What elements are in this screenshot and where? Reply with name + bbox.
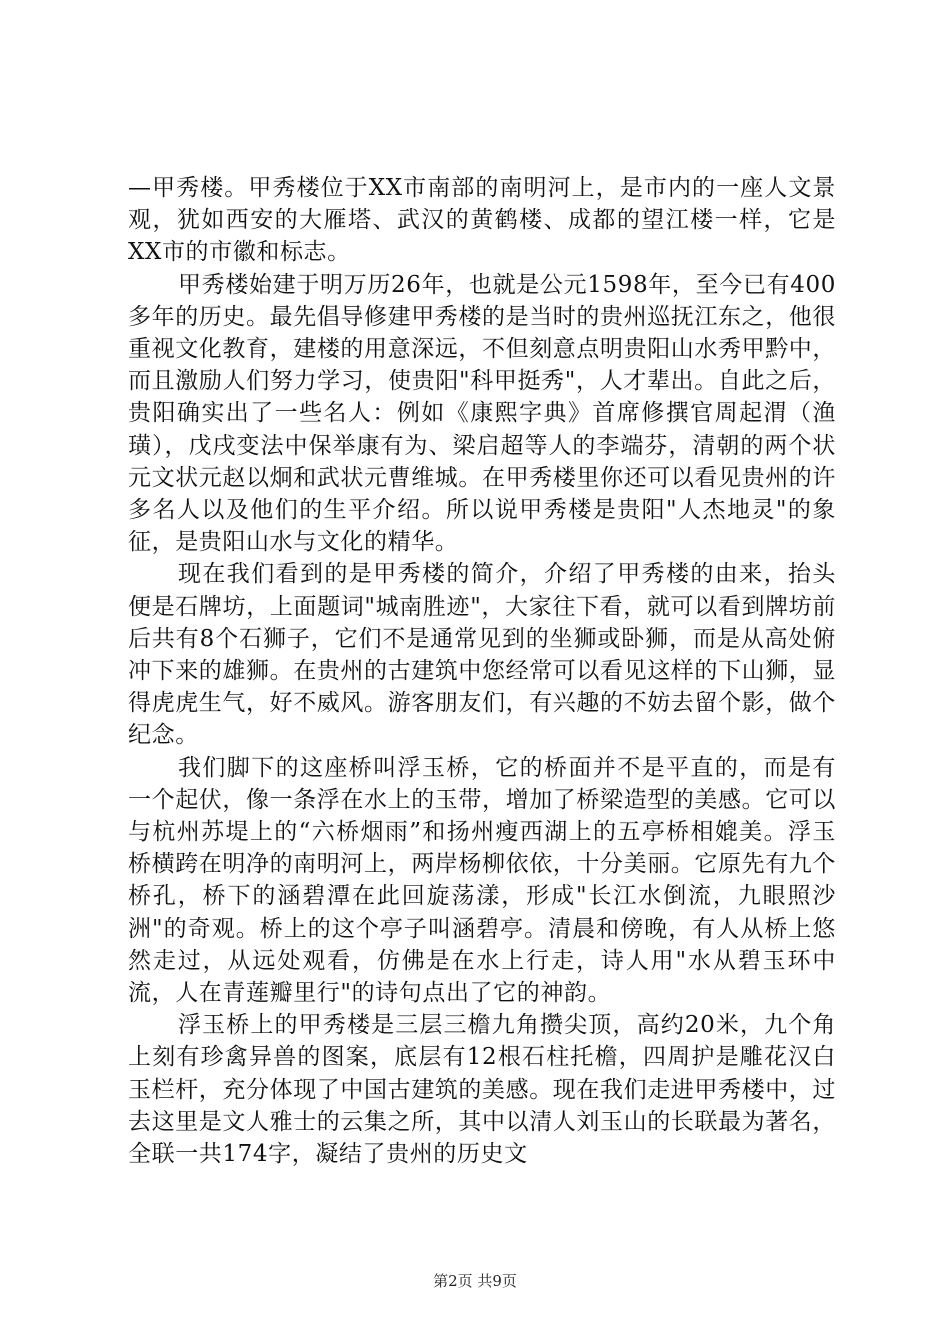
paragraph-3: 现在我们看到的是甲秀楼的简介，介绍了甲秀楼的由来，抬头便是石牌坊，上面题词"城南胜迹"，大家往下看，就可以看到牌坊前后共有8个石狮子，它们不是通常见到的坐狮或卧狮，而是从高处俯冲下来的雄狮。在贵州的古建筑中您经常可以看见这样的下山狮，显得虎虎生气，好不威风。游客朋友们，有兴趣的不妨去留个影，做个纪念。 — [128, 561, 836, 749]
paragraph-4: 我们脚下的这座桥叫浮玉桥，它的桥面并不是平直的，而是有一个起伏，像一条浮在水上的玉带，增加了桥梁造型的美感。它可以与杭州苏堤上的“六桥烟雨”和扬州瘦西湖上的五亭桥相媲美。浮玉桥横跨在明净的南明河上，两岸杨柳依依，十分美丽。它原先有九个桥孔，桥下的涵碧潭在此回旋荡漾，形成"长江水倒流，九眼照沙洲"的奇观。桥上的这个亭子叫涵碧亭。清晨和傍晚，有人从桥上悠然走过，从远处观看，仿佛是在水上行走，诗人用"水从碧玉环中流，人在青莲瓣里行"的诗句点出了它的神韵。 — [128, 754, 836, 1007]
paragraph-1: —甲秀楼。甲秀楼位于XX市南部的南明河上，是市内的一座人文景观，犹如西安的大雁塔、武汉的黄鹤楼、成都的望江楼一样，它是XX市的市徽和标志。 — [128, 175, 836, 266]
paragraph-2: 甲秀楼始建于明万历26年，也就是公元1598年，至今已有400多年的历史。最先倡导修建甲秀楼的是当时的贵州巡抚江东之，他很重视文化教育，建楼的用意深远，不但刻意点明贵阳山水秀甲黔中，而且激励人们努力学习，使贵阳"科甲挺秀"，人才辈出。自此之后，贵阳确实出了一些名人：例如《康熙字典》首席修撰官周起渭（渔璜），戊戌变法中保举康有为、梁启超等人的李端芬，清朝的两个状元文状元赵以炯和武状元曹维城。在甲秀楼里你还可以看见贵州的许多名人以及他们的生平介绍。所以说甲秀楼是贵阳"人杰地灵"的象征，是贵阳山水与文化的精华。 — [128, 271, 836, 556]
page-number-footer: 第2页 共9页 — [433, 1272, 517, 1290]
body-text — [128, 172, 836, 1170]
paragraph-5: 浮玉桥上的甲秀楼是三层三檐九角攒尖顶，高约20米，九个角上刻有珍禽异兽的图案，底层有12根石柱托檐，四周护是雕花汉白玉栏杆，充分体现了中国古建筑的美感。现在我们走进甲秀楼中，过去这里是文人雅士的云集之所，其中以清人刘玉山的长联最为著名，全联一共174字，凝结了贵州的历史文 — [128, 1012, 836, 1168]
